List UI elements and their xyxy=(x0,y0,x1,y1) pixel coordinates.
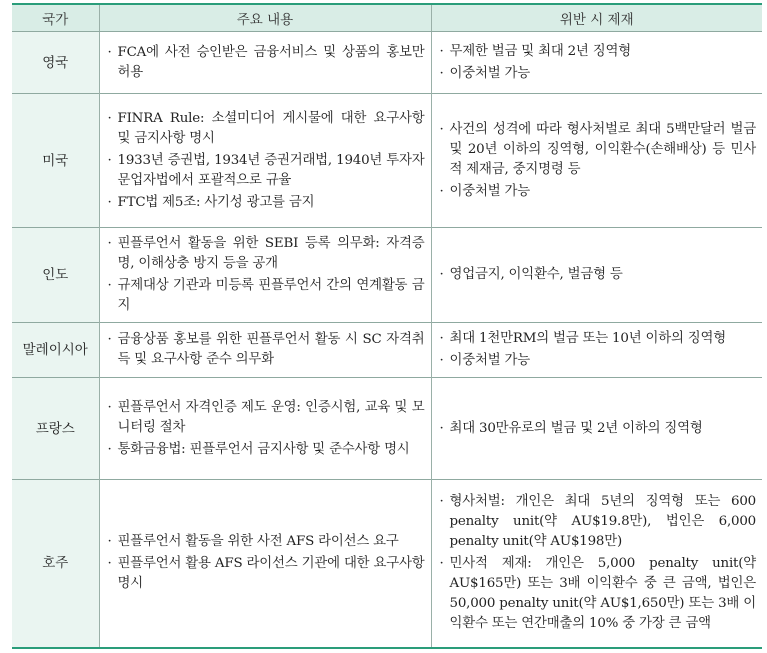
sanction-cell xyxy=(431,480,762,648)
table-row xyxy=(12,378,762,480)
country-cell: 영국 xyxy=(12,32,99,94)
content-cell xyxy=(99,378,431,480)
header-sanction: 위반 시 제재 xyxy=(431,4,762,32)
sanction-cell xyxy=(431,32,762,94)
list-item: · 이중처벌 가능 xyxy=(440,182,757,202)
list-item: · 핀플루언서 활동을 위한 SEBI 등록 의무화: 자격증명, 이해상충 방지 등을 공개 xyxy=(108,234,425,274)
table-row xyxy=(12,94,762,228)
country-cell: 인도 xyxy=(12,228,99,323)
country-cell: 말레이시아 xyxy=(12,323,99,378)
list-item: · 금융상품 홍보를 위한 핀플루언서 활동 시 SC 자격취득 및 요구사항 준수 의무화 xyxy=(108,330,425,370)
list-item: · 통화금융법: 핀플루언서 금지사항 및 준수사항 명시 xyxy=(108,440,425,460)
header-row xyxy=(12,4,762,32)
content-cell xyxy=(99,323,431,378)
sanction-cell xyxy=(431,378,762,480)
country-cell: 미국 xyxy=(12,94,99,228)
content-cell xyxy=(99,480,431,648)
list-item: · 민사적 제재: 개인은 5,000 penalty unit(약 AU$165만) 또는 3배 이익환수 중 큰 금액, 법인은 50,000 penalty unit(약 AU$1,650만) 또는 3배 이익환수 또는 연간매출의 10% 중 가장 큰 금액 xyxy=(440,554,757,634)
content-cell xyxy=(99,94,431,228)
content-cell xyxy=(99,32,431,94)
table-row xyxy=(12,32,762,94)
list-item: · 무제한 벌금 및 최대 2년 징역형 xyxy=(440,42,757,62)
list-item: · 이중처벌 가능 xyxy=(440,64,757,84)
list-item: · 최대 30만유로의 벌금 및 2년 이하의 징역형 xyxy=(440,419,757,439)
sanction-cell xyxy=(431,323,762,378)
list-item: · 1933년 증권법, 1934년 증권거래법, 1940년 투자자문업자법에서 포괄적으로 규율 xyxy=(108,151,425,191)
table-row xyxy=(12,480,762,648)
list-item: · 형사처벌: 개인은 최대 5년의 징역형 또는 600 penalty unit(약 AU$19.8만), 법인은 6,000 penalty unit(약 AU$198만) xyxy=(440,492,757,552)
content-cell xyxy=(99,228,431,323)
list-item: · 핀플루언서 활동을 위한 사전 AFS 라이선스 요구 xyxy=(108,532,425,552)
list-item: · 사건의 성격에 따라 형사처벌로 최대 5백만달러 벌금 및 20년 이하의 징역형, 이익환수(손해배상) 등 민사적 제재금, 중지명령 등 xyxy=(440,120,757,180)
list-item: · 핀플루언서 자격인증 제도 운영: 인증시험, 교육 및 모니터링 절차 xyxy=(108,398,425,438)
list-item: · 규제대상 기관과 미등록 핀플루언서 간의 연계활동 금지 xyxy=(108,276,425,316)
list-item: · 영업금지, 이익환수, 벌금형 등 xyxy=(440,265,757,285)
list-item: · 이중처벌 가능 xyxy=(440,351,757,371)
sanction-cell xyxy=(431,228,762,323)
list-item: · FTC법 제5조: 사기성 광고를 금지 xyxy=(108,193,425,213)
header-content: 주요 내용 xyxy=(99,4,431,32)
table-row xyxy=(12,228,762,323)
regulation-table xyxy=(12,3,762,649)
header-country: 국가 xyxy=(12,4,99,32)
table-row xyxy=(12,323,762,378)
list-item: · 핀플루언서 활용 AFS 라이선스 기관에 대한 요구사항 명시 xyxy=(108,554,425,594)
country-cell: 프랑스 xyxy=(12,378,99,480)
sanction-cell xyxy=(431,94,762,228)
country-cell: 호주 xyxy=(12,480,99,648)
list-item: · FINRA Rule: 소셜미디어 게시물에 대한 요구사항 및 금지사항 명시 xyxy=(108,109,425,149)
list-item: · FCA에 사전 승인받은 금융서비스 및 상품의 홍보만 허용 xyxy=(108,43,425,83)
list-item: · 최대 1천만RM의 벌금 또는 10년 이하의 징역형 xyxy=(440,329,757,349)
